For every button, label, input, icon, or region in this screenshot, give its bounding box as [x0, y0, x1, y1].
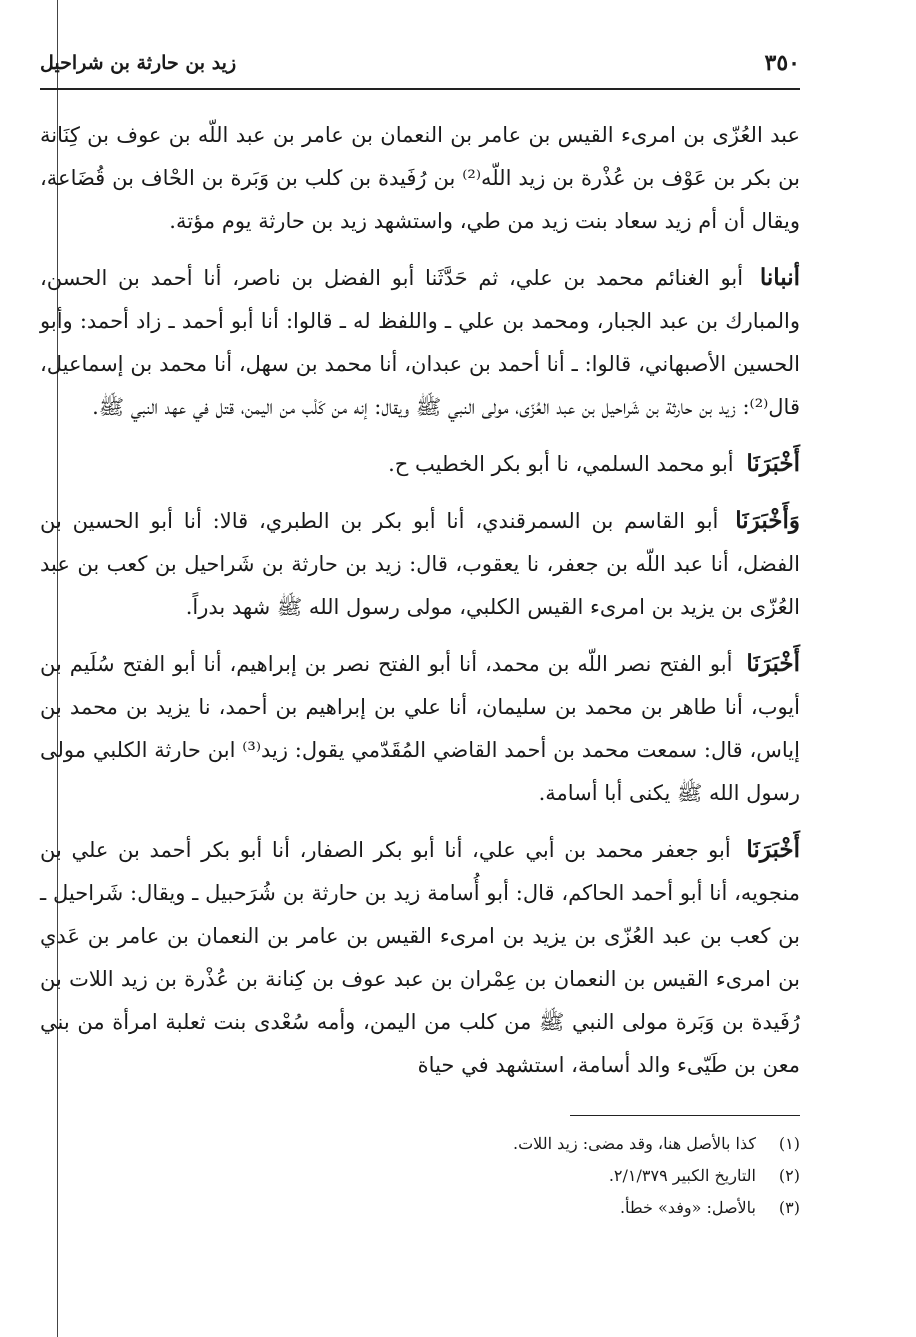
footnote-text: بالأصل: «وفد» خطأ. — [619, 1198, 756, 1217]
book-page — [40, 0, 800, 1224]
header-rule — [40, 88, 800, 90]
paragraph-text: أبو القاسم بن السمرقندي، أنا أبو بكر بن الطبري، قالا: أنا أبو الحسين بن الفضل، أنا عبد اللّه بن جعفر، نا يعقوب، قال: زيد بن حارثة بن شَراحيل بن كعب بن عبد العُزّى بن يزيد بن امرىء القيس الكلبي، مولى رسول الله ﷺ شهد بدراً. — [40, 509, 800, 619]
page-number: ٣٥٠ — [764, 50, 800, 76]
paragraph-text: عبد العُزّى بن امرىء القيس بن عامر بن النعمان بن عامر بن عبد اللّه بن عوف بن كِنَانة بن بكر بن عَوْف بن عُذْرة بن زيد اللّه⁽²⁾ بن رُفَيدة بن كلب بن وَبَرة بن الحْاف بن قُضَاعة، ويقال أن أم زيد سعاد بنت زيد من طي، واستشهد زيد بن حارثة يوم مؤتة. — [40, 123, 800, 233]
footnote-separator — [570, 1115, 800, 1116]
paragraph-1 — [40, 114, 800, 243]
running-title: زيد بن حارثة بن شراحيل — [40, 52, 237, 74]
paragraph-4 — [40, 499, 800, 629]
footnote-3 — [40, 1192, 800, 1224]
footnote-number: (٣) — [778, 1198, 800, 1217]
footnote-2 — [40, 1160, 800, 1192]
footnotes — [40, 1128, 800, 1224]
paragraph-text: أبو جعفر محمد بن أبي علي، أنا أبو بكر الصفار، أنا أبو بكر أحمد بن علي بن منجويه، أنا أبو أحمد الحاكم، قال: أبو أُسامة زيد بن حارثة بن شُرَحبيل ـ ويقال: شَراحيل ـ بن كعب بن عبد العُزّى بن يزيد بن امرىء القيس بن عامر بن النعمان بن عامر بن عَدي بن امرىء القيس بن النعمان بن عِمْران بن عبد عوف بن كِنانة بن عُذْرة بن زيد اللات بن رُفَيدة بن وَبَرة مولى النبي ﷺ من كلب من اليمن، وأمه سُعْدى بنت ثعلبة امرأة من بني معن بن طَيّىء والد أسامة، استشهد في حياة — [40, 838, 800, 1077]
footnote-1 — [40, 1128, 800, 1160]
paragraph-text: أبو محمد السلمي، نا أبو بكر الخطيب ح. — [388, 452, 734, 476]
paragraph-lead: أَخْبَرَنَا — [746, 836, 800, 863]
footnote-number: (١) — [778, 1134, 800, 1153]
page-header — [40, 0, 800, 92]
paragraph-3 — [40, 442, 800, 486]
paragraph-lead: أَخْبَرَنَا — [746, 650, 800, 677]
footnote-number: (٢) — [778, 1166, 800, 1185]
paragraph-5 — [40, 642, 800, 815]
paragraph-6 — [40, 828, 800, 1087]
paragraph-lead: أنبانا — [759, 264, 800, 291]
footnote-text: التاريخ الكبير ٢/١/٣٧٩. — [608, 1166, 756, 1185]
paragraph-text: أبو الغنائم محمد بن علي، ثم حَدَّثَنا أبو الفضل بن ناصر، أنا أحمد بن الحسن، والمبارك بن عبد الجبار، ومحمد بن علي ـ واللفظ له ـ قالوا: أنا أبو أحمد ـ زاد أحمد: وأبو الحسين الأصبهاني، قالوا: ـ أنا أحمد بن عبدان، أنا محمد بن سهل، أنا محمد بن إسماعيل، قال⁽²⁾: زيد بن حارثة بن شَراحيل بن عبد العُزّى، مولى النبي ﷺ ويقال: إنه من كَلْب من اليمن، قتل في عهد النبي ﷺ. — [40, 266, 800, 419]
paragraph-text: أبو الفتح نصر اللّه بن محمد، أنا أبو الفتح نصر بن إبراهيم، أنا أبو الفتح سُلَيم بن أيوب، أنا طاهر بن محمد بن سليمان، أنا علي بن إبراهيم بن أحمد، نا يزيد بن محمد بن إياس، قال: سمعت محمد بن أحمد القاضي المُقَدّمي يقول: زيد⁽³⁾ ابن حارثة الكلبي مولى رسول الله ﷺ يكنى أبا أسامة. — [40, 652, 800, 805]
paragraph-lead: أَخْبَرَنَا — [746, 450, 800, 477]
paragraph-lead: وَأَخْبَرَنَا — [735, 507, 800, 534]
paragraph-2 — [40, 256, 800, 429]
footnote-text: كذا بالأصل هنا، وقد مضى: زيد اللات. — [513, 1134, 756, 1153]
